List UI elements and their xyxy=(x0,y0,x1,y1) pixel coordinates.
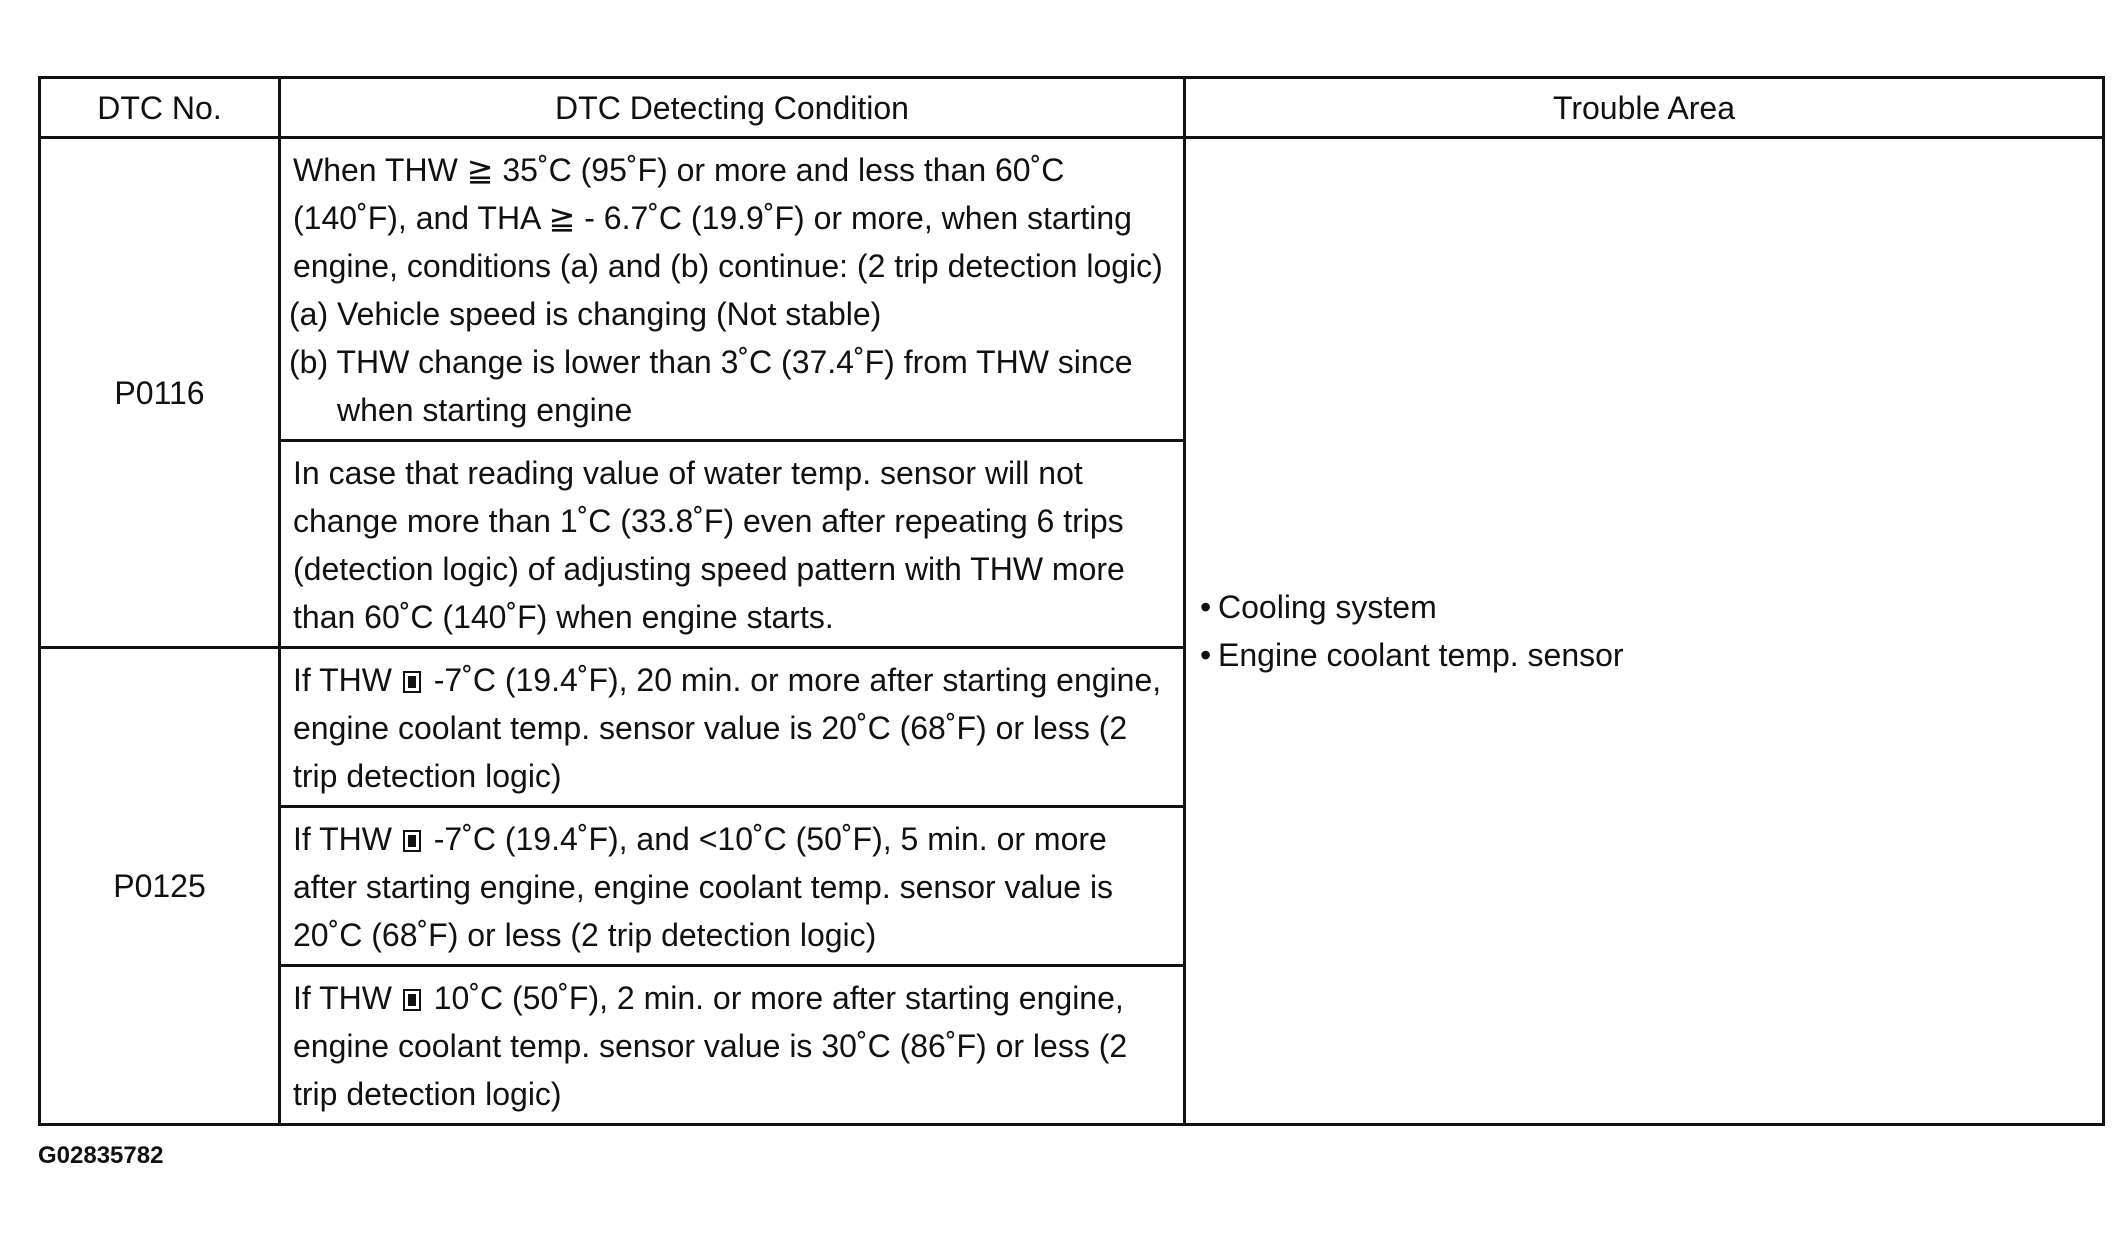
trouble-area-item: Engine coolant temp. sensor xyxy=(1218,637,1624,673)
condition-line xyxy=(293,815,1171,863)
header-trouble-area: Trouble Area xyxy=(1185,78,2104,138)
condition-line xyxy=(293,656,1171,704)
condition-line: after starting engine, engine coolant temp. sensor value is xyxy=(293,869,1114,905)
header-dtc-no: DTC No. xyxy=(40,78,280,138)
condition-prefix: If THW xyxy=(293,980,392,1016)
condition-line: (detection logic) of adjusting speed pattern with THW more xyxy=(293,551,1125,587)
dtc-table xyxy=(38,76,2105,1126)
condition-line: when starting engine xyxy=(337,392,633,428)
bullet-icon: • xyxy=(1200,637,1212,673)
condition-p0125-2 xyxy=(280,807,1185,966)
condition-line xyxy=(293,974,1171,1022)
dtc-code-p0125: P0125 xyxy=(40,648,280,1125)
figure-id: G02835782 xyxy=(38,1142,164,1169)
condition-line: (a) Vehicle speed is changing (Not stable) xyxy=(289,296,882,332)
condition-text: 10˚C (50˚F), 2 min. or more after starting engine, xyxy=(424,980,1124,1016)
condition-prefix: If THW xyxy=(293,821,392,857)
condition-line: In case that reading value of water temp. sensor will not xyxy=(293,455,1083,491)
header-row xyxy=(40,78,2104,138)
condition-line: engine coolant temp. sensor value is 20˚C (68˚F) or less (2 xyxy=(293,710,1128,746)
missing-symbol-icon xyxy=(403,830,421,852)
condition-line: change more than 1˚C (33.8˚F) even after repeating 6 trips xyxy=(293,503,1124,539)
condition-line: (140˚F), and THA ≧ - 6.7˚C (19.9˚F) or more, when starting xyxy=(293,200,1132,236)
condition-line: When THW ≧ 35˚C (95˚F) or more and less than 60˚C xyxy=(293,152,1065,188)
condition-line: engine, conditions (a) and (b) continue: (2 trip detection logic) xyxy=(293,248,1163,284)
condition-p0125-1 xyxy=(280,648,1185,807)
condition-text: -7˚C (19.4˚F), and <10˚C (50˚F), 5 min. or more xyxy=(424,821,1107,857)
condition-line: trip detection logic) xyxy=(293,1076,562,1112)
trouble-area-cell xyxy=(1185,138,2104,1125)
condition-line: 20˚C (68˚F) or less (2 trip detection logic) xyxy=(293,917,877,953)
bullet-icon: • xyxy=(1200,589,1212,625)
condition-line: engine coolant temp. sensor value is 30˚C (86˚F) or less (2 xyxy=(293,1028,1128,1064)
missing-symbol-icon xyxy=(403,989,421,1011)
list-item xyxy=(1200,583,2102,631)
trouble-area-item: Cooling system xyxy=(1218,589,1437,625)
condition-p0125-3 xyxy=(280,966,1185,1125)
condition-p0116-1 xyxy=(280,138,1185,441)
missing-symbol-icon xyxy=(403,671,421,693)
condition-line: than 60˚C (140˚F) when engine starts. xyxy=(293,599,834,635)
condition-p0116-2 xyxy=(280,441,1185,648)
header-detecting-condition: DTC Detecting Condition xyxy=(280,78,1185,138)
list-item xyxy=(1200,631,2102,679)
dtc-code-p0116: P0116 xyxy=(40,138,280,648)
condition-prefix: If THW xyxy=(293,662,392,698)
condition-text: -7˚C (19.4˚F), 20 min. or more after starting engine, xyxy=(424,662,1162,698)
trouble-area-list xyxy=(1200,583,2102,679)
condition-line: trip detection logic) xyxy=(293,758,562,794)
condition-line: (b) THW change is lower than 3˚C (37.4˚F) from THW since xyxy=(289,344,1133,380)
table-row xyxy=(40,138,2104,441)
